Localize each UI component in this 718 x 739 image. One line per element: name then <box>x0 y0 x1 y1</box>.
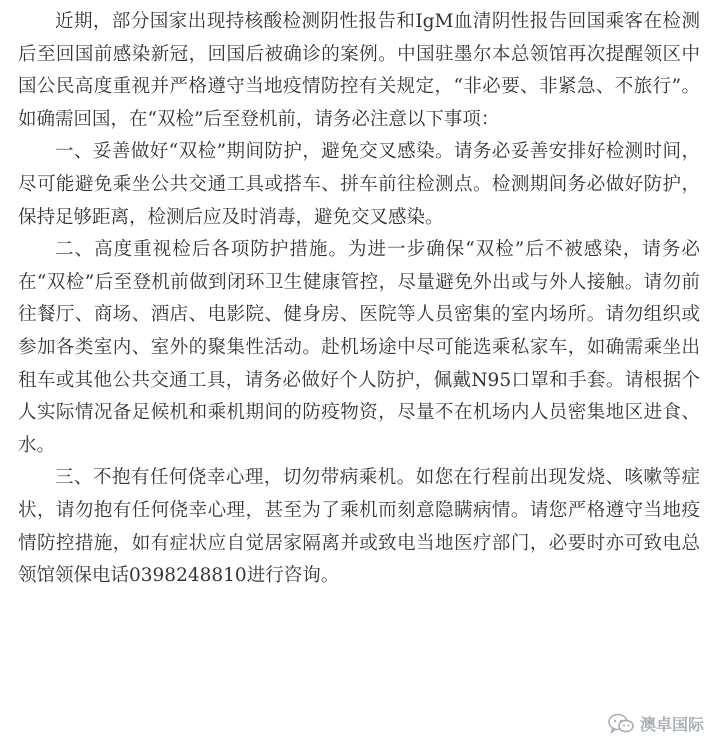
paragraph-item-2: 二、高度重视检后各项防护措施。为进一步确保“双检”后不被感染，请务必在“双检”后至登机前做到闭环卫生健康管控，尽量避免外出或与外人接触。请勿前往餐厅、商场、酒店、电影院、健身房、医院等人员密集的室内场所。请勿组织或参加各类室内、室外的聚集性活动。赴机场途中尽可能选乘私家车，如确需乘坐出租车或其他公共交通工具，请务必做好个人防护，佩戴N95口罩和手套。请根据个人实际情况备足候机和乘机期间的防疫物资，尽量不在机场内人员密集地区进食、水。 <box>18 239 700 456</box>
watermark <box>608 712 704 735</box>
wechat-icon <box>608 713 634 735</box>
paragraph-intro: 近期，部分国家出现持核酸检测阴性报告和IgM血清阴性报告回国乘客在检测后至回国前感染新冠，回国后被确诊的案例。中国驻墨尔本总领馆再次提醒领区中国公民高度重视并严格遵守当地疫情防控有关规定，“非必要、非紧急、不旅行”。如确需回国，在“双检”后至登机前，请务必注意以下事项： <box>18 11 700 130</box>
paragraph-item-1: 一、妥善做好“双检”期间防护，避免交叉感染。请务必妥善安排好检测时间，尽可能避免乘坐公共交通工具或搭车、拼车前往检测点。检测期间务必做好防护，保持足够距离，检测后应及时消毒，避免交叉感染。 <box>18 141 700 228</box>
article-body <box>18 6 700 593</box>
watermark-text: 澳卓国际 <box>639 715 704 734</box>
paragraph-item-3: 三、不抱有任何侥幸心理，切勿带病乘机。如您在行程前出现发烧、咳嗽等症状，请勿抱有任何侥幸心理，甚至为了乘机而刻意隐瞒病情。请您严格遵守当地疫情防控措施，如有症状应自觉居家隔离并或致电当地医疗部门，必要时亦可致电总领馆领保电话0398248810进行咨询。 <box>18 467 700 587</box>
